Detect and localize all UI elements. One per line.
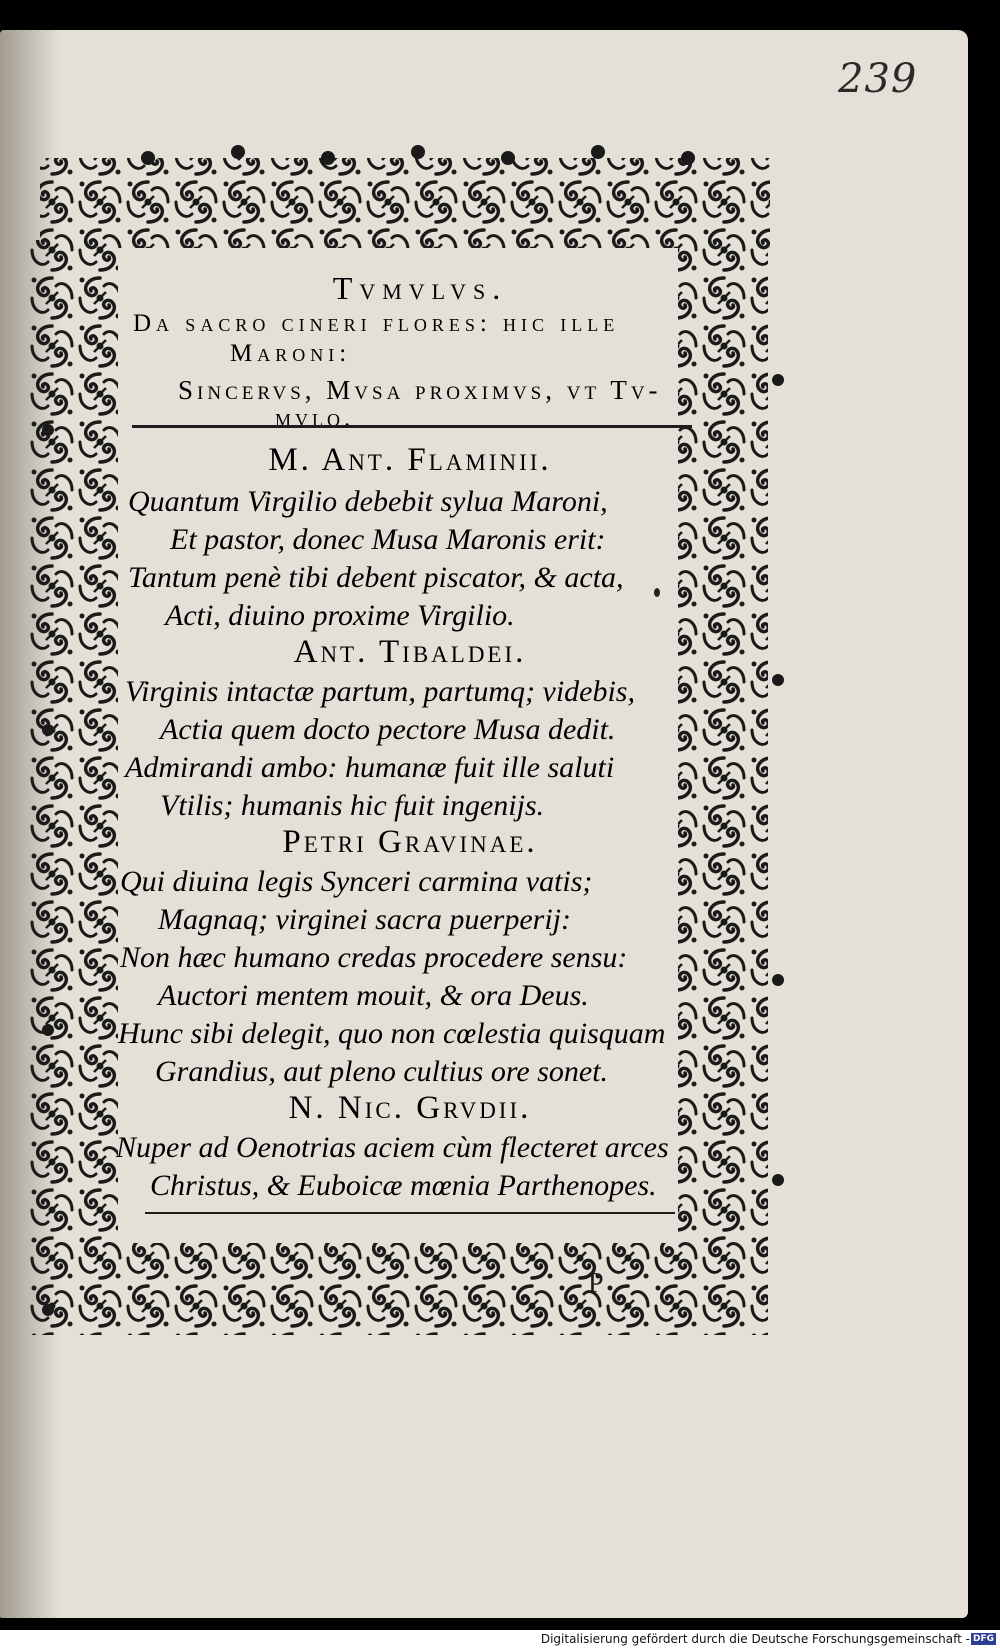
tumulus-line-1: Da sacro cineri flores: hic ille (133, 310, 620, 337)
verse-line: Admirandi ambo: humanæ fuit ille saluti (125, 751, 615, 784)
page-number: 239 (838, 56, 918, 102)
signature-mark: P (588, 1268, 604, 1299)
verse-line: Magnaq; virginei sacra puerperij: (158, 903, 571, 936)
poem-heading: Petri Gravinae. (282, 824, 538, 860)
verse-line: Quantum Virgilio debebit sylua Maroni, (128, 485, 608, 518)
verse-line: Auctori mentem mouit, & ora Deus. (158, 979, 589, 1012)
verse-line: Christus, & Euboicæ mœnia Parthenopes. (150, 1169, 657, 1202)
poem-heading: N. Nic. Grvdii. (288, 1090, 532, 1126)
tumulus-title: Tvmvlvs. (332, 270, 508, 306)
verse-line: Et pastor, donec Musa Maronis erit: (170, 523, 606, 556)
verse-line: Qui diuina legis Synceri carmina vatis; (120, 865, 593, 898)
book-page (0, 30, 968, 1618)
tumulus-line-1-continued: Maroni: (230, 340, 352, 367)
verse-line: Nuper ad Oenotrias aciem cùm flecteret arces (116, 1131, 669, 1164)
ink-mark (654, 588, 660, 597)
poem-heading: Ant. Tibaldei. (293, 634, 527, 670)
verse-line: Hunc sibi delegit, quo non cœlestia quisquam (118, 1017, 666, 1050)
tumulus-line-2: Sincervs, Mvsa proximvs, vt Tv- (178, 375, 662, 405)
verse-line: Grandius, aut pleno cultius ore sonet. (155, 1055, 609, 1088)
dfg-logo: DFG (972, 1634, 994, 1644)
closing-rule (145, 1212, 675, 1214)
tumulus-line-2-continued: mvlo. (275, 405, 355, 432)
footer-credit-text: Digitalisierung gefördert durch die Deutsche Forschungsgemeinschaft - (540, 1632, 970, 1646)
section-rule (132, 425, 692, 428)
poem-heading: M. Ant. Flaminii. (268, 442, 552, 478)
verse-line: Vtilis; humanis hic fuit ingenijs. (160, 789, 545, 822)
verse-line: Non hæc humano credas procedere sensu: (120, 941, 628, 974)
verse-line: Virginis intactæ partum, partumq; videbis, (125, 675, 635, 708)
verse-line: Acti, diuino proxime Virgilio. (165, 599, 515, 632)
digitization-footer (0, 1630, 1000, 1648)
verse-line: Actia quem docto pectore Musa dedit. (160, 713, 616, 746)
verse-line: Tantum penè tibi debent piscator, & acta, (128, 561, 624, 594)
